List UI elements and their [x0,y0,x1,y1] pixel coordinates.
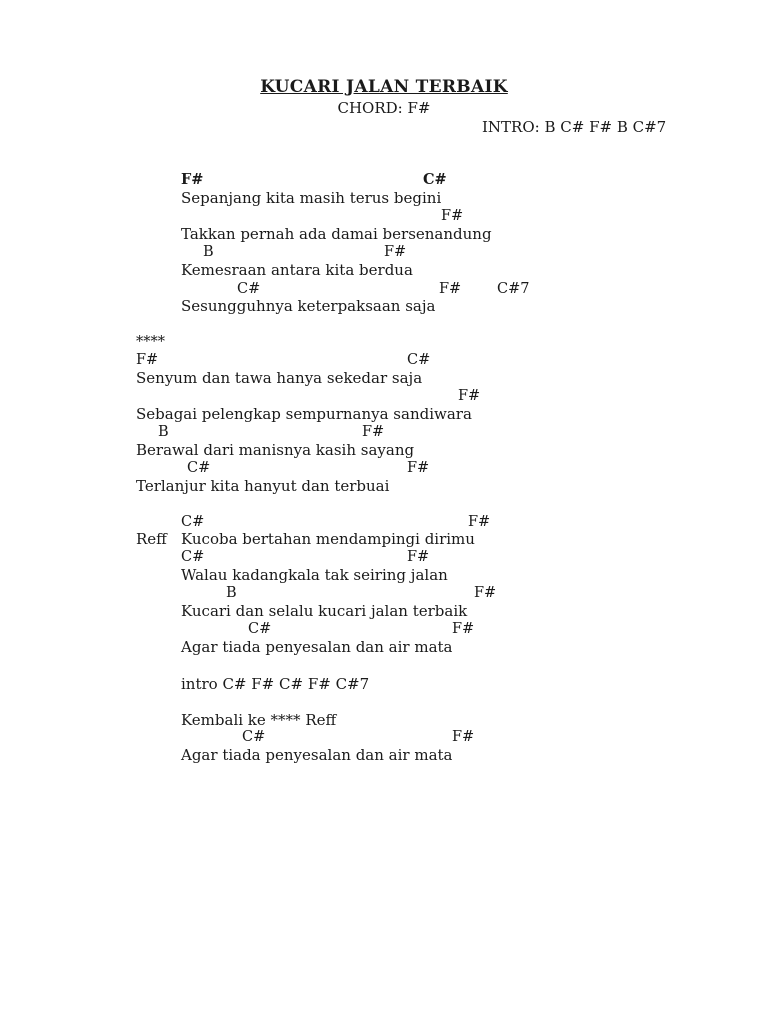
outro-chord: C# [242,729,266,745]
verse1-chord: F# [181,171,204,188]
intro-chords: INTRO: B C# F# B C#7 [482,118,667,136]
outro-chord: F# [452,729,475,745]
verse2-lyric: Berawal dari manisnya kasih sayang [136,441,415,459]
verse2-chord: F# [407,460,430,476]
reff-chord: C# [248,621,272,637]
reff-lyric: Agar tiada penyesalan dan air mata [181,638,453,656]
verse2-chord: B [158,424,169,440]
verse1-chord: C# [237,281,261,297]
verse2-chord: C# [407,352,431,368]
reff-chord: F# [407,549,430,565]
verse2-marker: **** [136,334,165,350]
outro-lyric: Agar tiada penyesalan dan air mata [181,746,453,764]
reff-chord: C# [181,549,205,565]
verse1-lyric: Takkan pernah ada damai bersenandung [181,225,492,243]
reff-chord: C# [181,514,205,530]
reff-lyric: Kucari dan selalu kucari jalan terbaik [181,602,468,620]
outro-intro-line: intro C# F# C# F# C#7 [181,675,370,693]
reff-chord: F# [474,585,497,601]
reff-label: Reff [136,530,167,548]
verse2-chord: F# [136,352,159,368]
verse1-chord: B [203,244,214,260]
verse1-lyric: Kemesraan antara kita berdua [181,261,413,279]
verse2-lyric: Terlanjur kita hanyut dan terbuai [136,477,390,495]
outro-back-line: Kembali ke **** Reff [181,711,337,729]
verse2-chord: F# [458,388,481,404]
verse1-lyric: Sesungguhnya keterpaksaan saja [181,297,436,315]
verse1-chord: F# [384,244,407,260]
reff-chord: F# [468,514,491,530]
verse1-chord: C#7 [497,281,530,297]
song-title: KUCARI JALAN TERBAIK [260,77,508,97]
verse2-chord: F# [362,424,385,440]
verse1-lyric: Sepanjang kita masih terus begini [181,189,442,207]
verse1-chord: F# [441,208,464,224]
verse1-chord: F# [439,281,462,297]
reff-chord: F# [452,621,475,637]
song-key: CHORD: F# [337,99,431,117]
verse2-lyric: Sebagai pelengkap sempurnanya sandiwara [136,405,472,423]
reff-chord: B [226,585,237,601]
verse2-lyric: Senyum dan tawa hanya sekedar saja [136,369,423,387]
verse1-chord: C# [423,171,447,188]
reff-lyric: Walau kadangkala tak seiring jalan [181,566,448,584]
reff-lyric: Kucoba bertahan mendampingi dirimu [181,530,475,548]
verse2-chord: C# [187,460,211,476]
